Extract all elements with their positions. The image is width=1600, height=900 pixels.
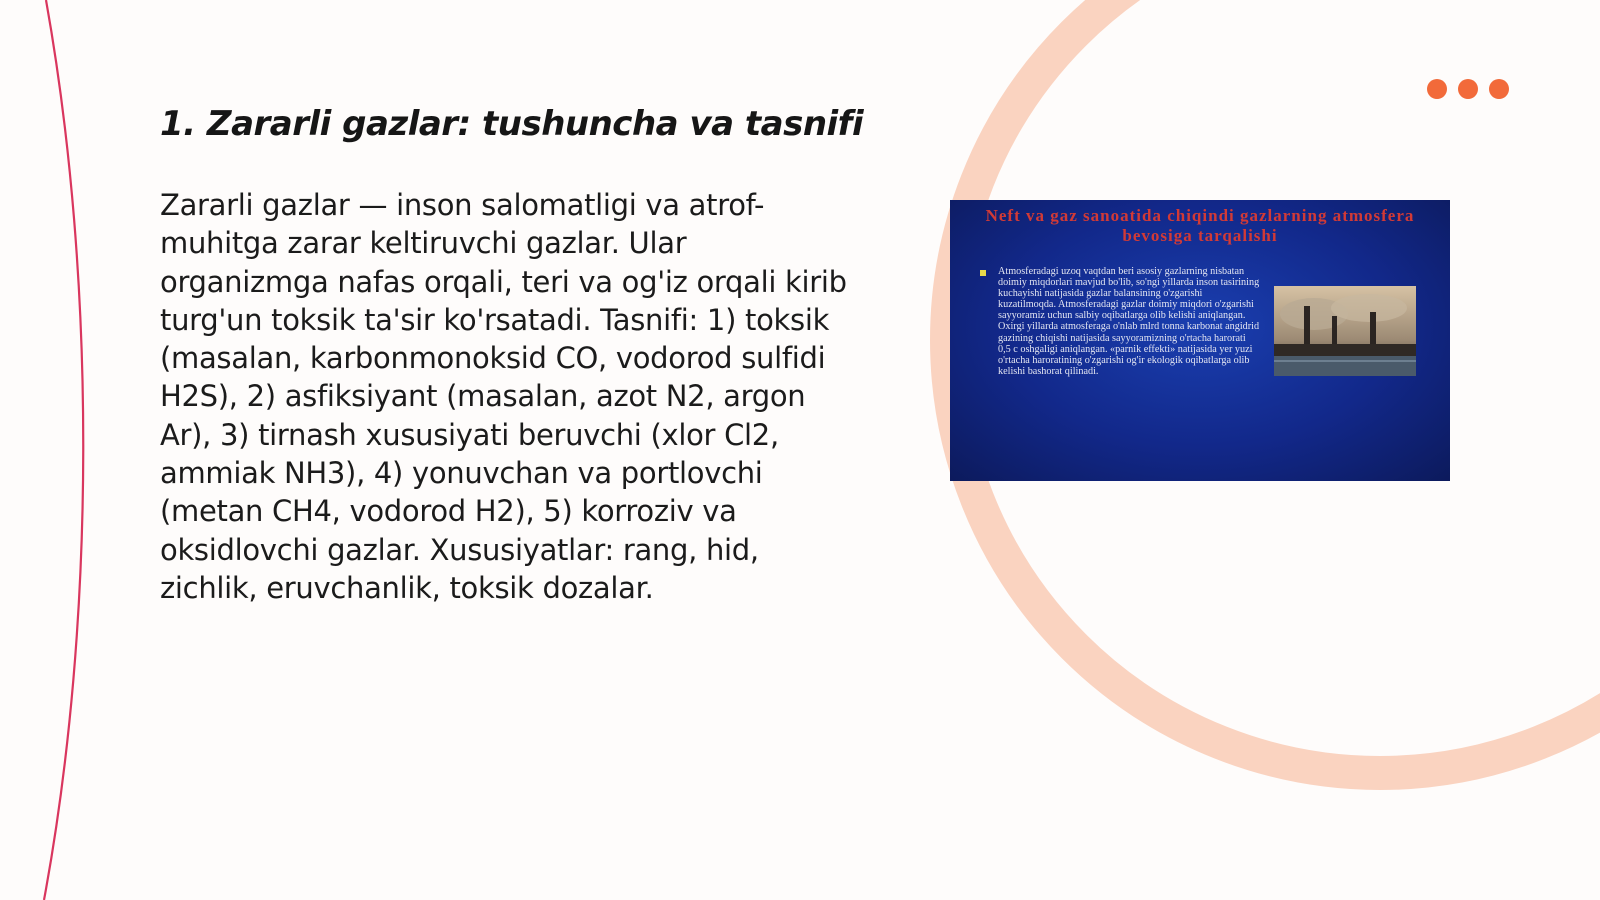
- three-dots-icon: [1427, 79, 1509, 99]
- decorative-curve-line: [44, 0, 83, 900]
- factory-smoke-picture: [1274, 286, 1416, 376]
- industrial-photo: [1274, 286, 1416, 376]
- dot: [1427, 79, 1447, 99]
- image-title: Neft va gaz sanoatida chiqindi gazlarning atmosfera bevosiga tarqalishi: [985, 206, 1415, 245]
- slide-body-text: Zararli gazlar — inson salomatligi va atrof-muhitga zarar keltiruvchi gazlar. Ular organizmga nafas orqali, teri va og'iz orqali kirib turg'un toksik ta'sir ko'rsatadi. Tasnifi: 1) toksik (masalan, karbonmonoksid CO, vodorod sulfidi H2S), 2) asfiksiyant (masalan, azot N2, argon Ar), 3) tirnash xususiyati beruvchi (xlor Cl2, ammiak NH3), 4) yonuvchan va portlovchi (metan CH4, vodorod H2), 5) korroziv va oksidlovchi gazlar. Xususiyatlar: rang, hid, zichlik, eruvchanlik, toksik dozalar.: [160, 188, 847, 605]
- image-body-text: Atmosferadagi uzoq vaqtdan beri asosiy gazlarning nisbatan doimiy miqdorlari mavjud bo'lib, so'ngi yillarda inson tasirining kuchayishi natijasida gazlar balansining o'zgarishi kuzatilmoqda. Atmosferadagi gazlar doimiy miqdori o'zgarishi sayyoramiz uchun salbiy oqibatlarga olib kelishi aniqlangan. Oxirgi yillarda atmosferaga o'nlab mlrd tonna karbonat angidrid gazining chiqishi natijasida sayyoramizning o'rtacha harorati 0,5 c oshgaligi aniqlangan. «parnik effekti» natijasida yer yuzi o'rtacha haroratining o'zgarishi og'ir ekologik oqibatlarga olib kelishi bashorat qilinadi.: [998, 266, 1260, 377]
- dot: [1489, 79, 1509, 99]
- embedded-slide-image: [950, 200, 1450, 481]
- slide-title: 1. Zararli gazlar: tushuncha va tasnifi: [160, 104, 864, 144]
- bullet-icon: [980, 270, 986, 276]
- dot: [1458, 79, 1478, 99]
